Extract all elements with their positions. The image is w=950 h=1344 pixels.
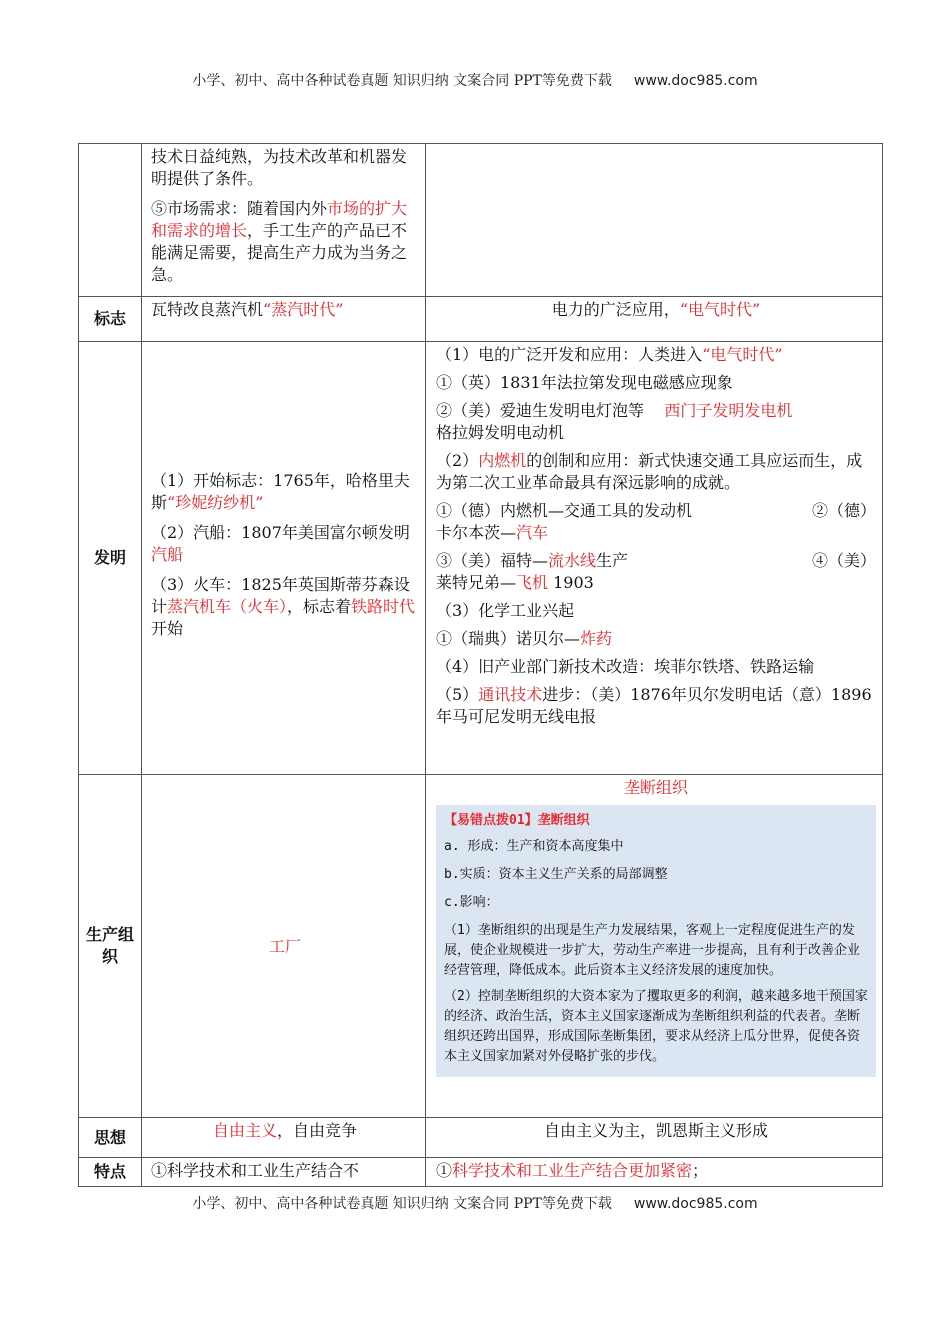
invention-p2: ①（英）1831年法拉第发现电磁感应现象	[436, 373, 733, 392]
tip-line-a: a. 形成：生产和资本高度集中	[444, 839, 624, 854]
row-label-production: 生产组织	[79, 775, 142, 1118]
cell-thought-first: 自由主义，自由竞争	[142, 1118, 426, 1158]
cell-feature-second: ①科学技术和工业生产结合更加紧密；	[426, 1158, 883, 1187]
production-title: 垄断组织	[623, 778, 688, 797]
cell-background-first	[142, 144, 426, 297]
cell-invention-first	[142, 342, 426, 775]
cell-invention-second	[426, 342, 883, 775]
table-row-production	[79, 775, 883, 1118]
cell-production-second	[426, 775, 883, 1118]
invention-p5: ①（德）内燃机—交通工具的发动机 ②（德） 卡尔本茨—汽车	[436, 501, 876, 542]
table-row-thought	[79, 1118, 883, 1158]
invention-first-p1: （1）开始标志：1765年，哈格里夫斯“珍妮纺纱机”	[151, 471, 410, 512]
invention-p3: ②（美）爱迪生发明电灯泡等 西门子发明发电机 格拉姆发明电动机	[436, 401, 793, 442]
cell-background-second	[426, 144, 883, 297]
cell-sign-first: 瓦特改良蒸汽机“蒸汽时代”	[142, 297, 426, 342]
invention-p4: （2）内燃机的创制和应用：新式快速交通工具应运而生，成为第二次工业革命最具有深远影响的成就。	[436, 451, 863, 492]
table-row-background	[79, 144, 883, 297]
table-row-feature	[79, 1158, 883, 1187]
row-label-invention: 发明	[79, 342, 142, 775]
tip-line-b: b.实质：资本主义生产关系的局部调整	[444, 867, 668, 882]
cell-production-first: 工厂	[142, 775, 426, 1118]
invention-first-p2: （2）汽船：1807年美国富尔顿发明汽船	[151, 523, 410, 564]
tip-para-1: （1）垄断组织的出现是生产力发展结果，客观上一定程度促进生产的发展，使企业规模进一步扩大，劳动生产率进一步提高，且有利于改善企业经营管理，降低成本。此后资本主义经济发展的速度加快。	[444, 923, 861, 978]
comparison-table	[78, 143, 883, 1187]
page-footer	[0, 1193, 950, 1213]
cell-thought-second: 自由主义为主，凯恩斯主义形成	[426, 1118, 883, 1158]
page-header	[0, 70, 950, 90]
cell-sign-second: 电力的广泛应用，“电气时代”	[426, 297, 883, 342]
background-text-1: 技术日益纯熟，为技术改革和机器发明提供了条件。	[151, 147, 408, 188]
header-text: 小学、初中、高中各种试卷真题 知识归纳 文案合同 PPT等免费下载	[192, 73, 612, 89]
table-row-invention	[79, 342, 883, 775]
invention-p10: （5）通讯技术进步：（美）1876年贝尔发明电话（意）1896年马可尼发明无线电报	[436, 685, 872, 726]
header-url[interactable]: www.doc985.com	[633, 73, 758, 89]
invention-p7: （3）化学工业兴起	[436, 601, 575, 620]
row-label-empty	[79, 144, 142, 297]
invention-p1: （1）电的广泛开发和应用：人类进入“电气时代”	[436, 345, 783, 364]
footer-url[interactable]: www.doc985.com	[633, 1196, 758, 1212]
tip-line-c: c.影响：	[444, 895, 499, 910]
cell-feature-first: ①科学技术和工业生产结合不	[142, 1158, 426, 1187]
invention-p6: ③（美）福特—流水线生产 ④（美） 莱特兄弟—飞机 1903	[436, 551, 876, 592]
row-label-feature: 特点	[79, 1158, 142, 1187]
background-text-2: ⑤市场需求：随着国内外市场的扩大和需求的增长，手工生产的产品已不能满足需要，提高生产力成为当务之急。	[151, 199, 408, 284]
footer-text: 小学、初中、高中各种试卷真题 知识归纳 文案合同 PPT等免费下载	[192, 1196, 612, 1212]
tip-box	[436, 805, 876, 1077]
row-label-sign: 标志	[79, 297, 142, 342]
tip-para-2: （2）控制垄断组织的大资本家为了攫取更多的利润，越来越多地干预国家的经济、政治生活，资本主义国家逐渐成为垄断组织利益的代表者。垄断组织还跨出国界，形成国际垄断集团，要求从经济上瓜分世界，促使各资本主义国家加紧对外侵略扩张的步伐。	[444, 989, 868, 1064]
invention-first-p3: （3）火车：1825年英国斯蒂芬森设计蒸汽机车（火车），标志着铁路时代开始	[151, 575, 416, 638]
row-label-thought: 思想	[79, 1118, 142, 1158]
invention-p9: （4）旧产业部门新技术改造：埃菲尔铁塔、铁路运输	[436, 657, 815, 676]
invention-p8: ①（瑞典）诺贝尔—炸药	[436, 629, 613, 648]
table-row-sign	[79, 297, 883, 342]
tip-title: 【易错点拨01】垄断组织	[444, 813, 590, 828]
